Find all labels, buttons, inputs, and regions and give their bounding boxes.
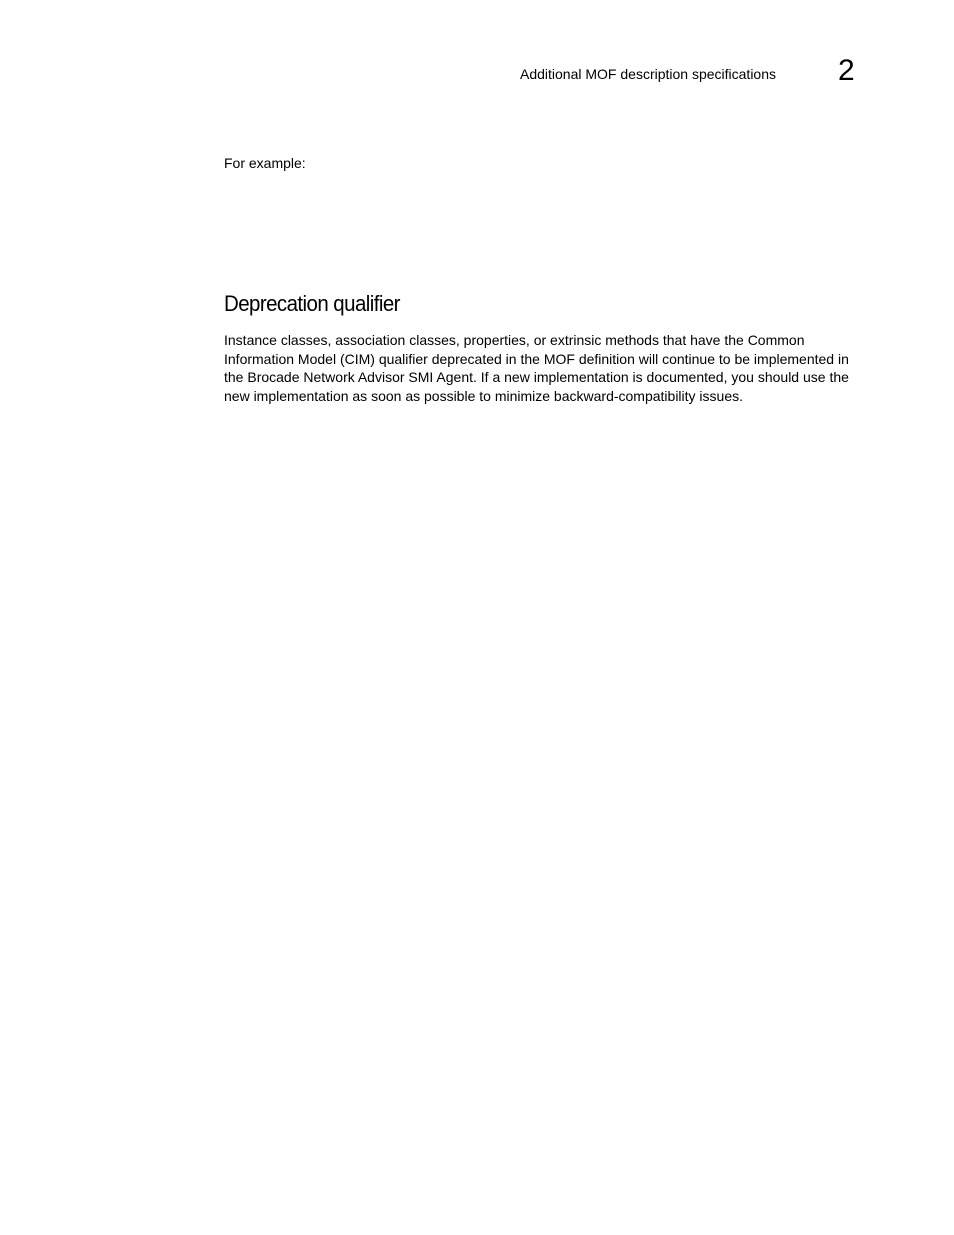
section-heading: Deprecation qualifier [224,291,400,316]
chapter-number: 2 [838,54,855,87]
intro-text: For example: [224,155,306,171]
body-paragraph: Instance classes, association classes, properties, or extrinsic methods that have the Common Information Model (CIM) qualifier deprecated in the MOF definition will continue to be implemented in the Brocade Network Advisor SMI Agent. If a new implementation is documented, you should use the new implementation as soon as possible to minimize backward-compatibility issues. [224,332,849,404]
running-header-title: Additional MOF description specifications [520,66,777,82]
